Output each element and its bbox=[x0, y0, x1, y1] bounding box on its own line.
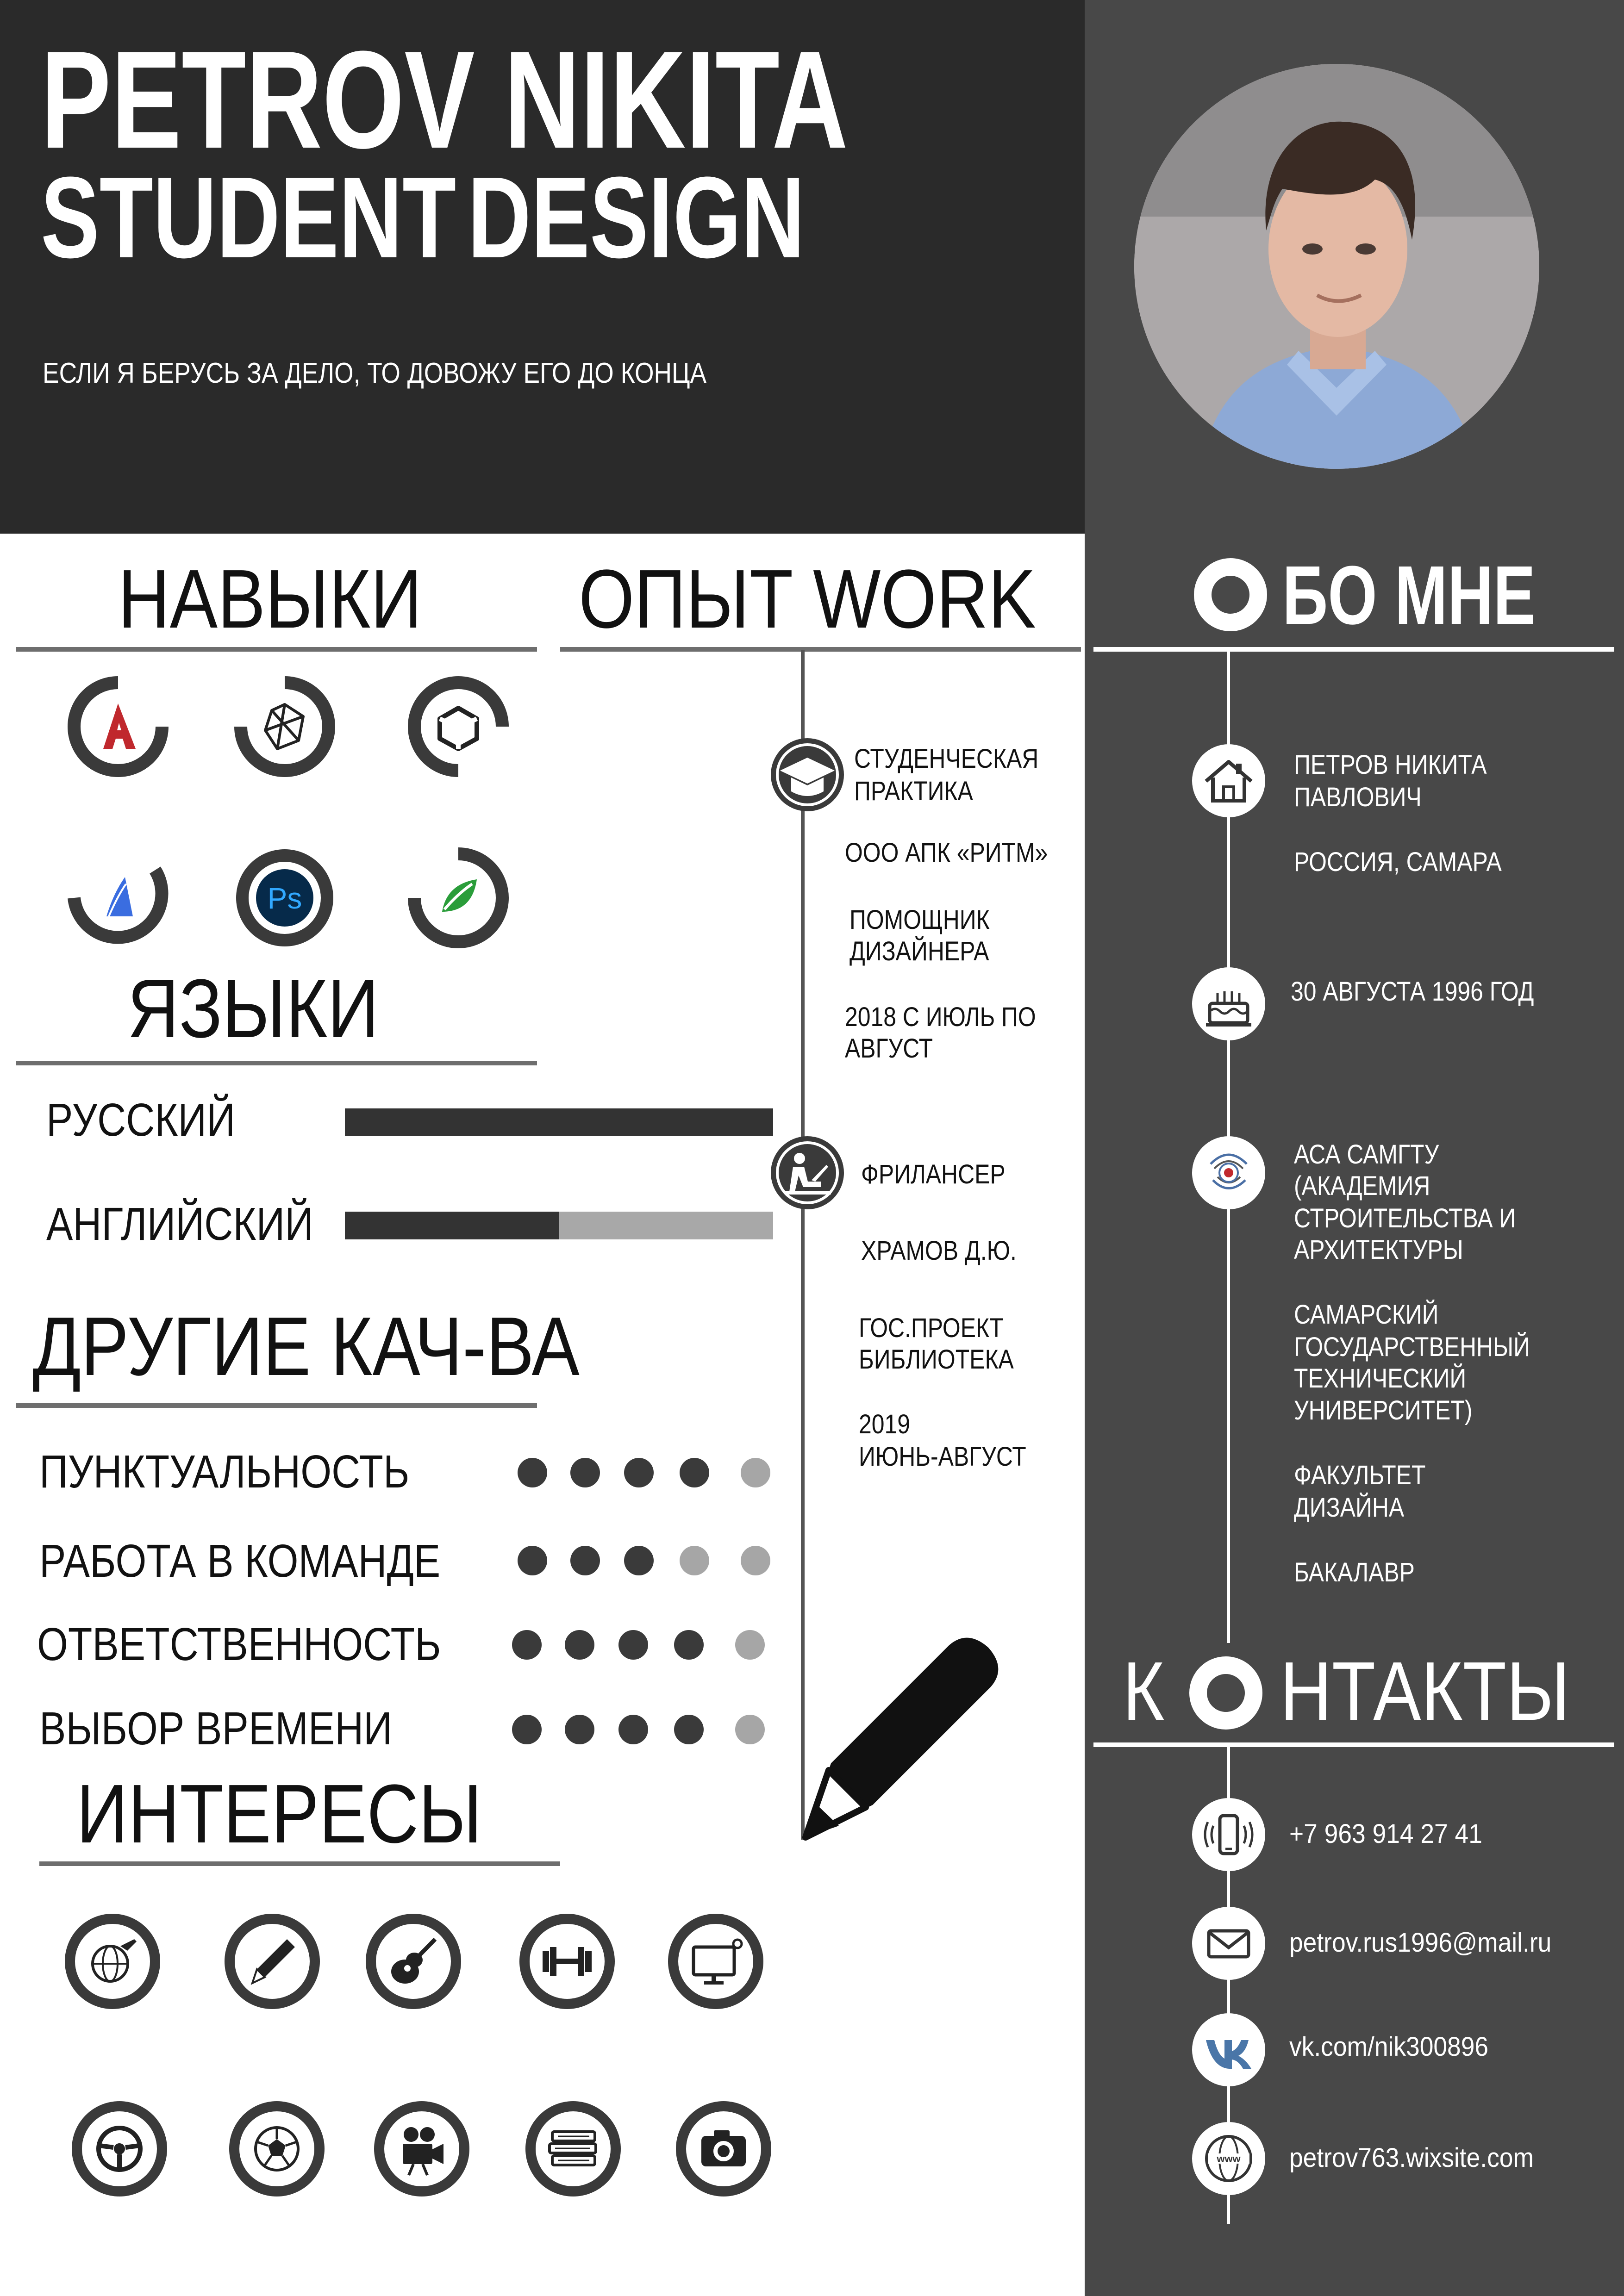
contacts-o-icon bbox=[1189, 1656, 1263, 1730]
qualities-heading: ДРУГИЕ КАЧ-ВА bbox=[32, 1300, 580, 1393]
contact-site[interactable]: petrov763.wixsite.com bbox=[1289, 2143, 1534, 2173]
rating-dot bbox=[680, 1546, 709, 1575]
about-birthday: 30 АВГУСТА 1996 ГОД bbox=[1291, 977, 1534, 1007]
skills-underline bbox=[16, 647, 537, 652]
about-uni-1: САМАРСКИЙ bbox=[1294, 1300, 1439, 1330]
rating-dot bbox=[618, 1630, 648, 1660]
exp2-period-1: 2019 bbox=[859, 1409, 910, 1439]
about-faculty-1: ФАКУЛЬТЕТ bbox=[1294, 1460, 1426, 1490]
languages-heading: ЯЗЫКИ bbox=[127, 962, 379, 1055]
vk-icon bbox=[1192, 2013, 1265, 2086]
rating-dot bbox=[518, 1458, 547, 1487]
exp2-title: ФРИЛАНСЕР bbox=[861, 1159, 1006, 1189]
exp2-role-1: ГОС.ПРОЕКТ bbox=[859, 1313, 1004, 1343]
rating-dot bbox=[518, 1546, 547, 1575]
about-edu-4: АРХИТЕКТУРЫ bbox=[1294, 1235, 1463, 1265]
football-icon bbox=[229, 2101, 325, 2196]
about-location: РОССИЯ, САМАРА bbox=[1294, 847, 1502, 877]
photoshop-icon bbox=[229, 842, 340, 953]
3d-polygon-icon bbox=[229, 671, 340, 782]
about-degree: БАКАЛАВР bbox=[1294, 1557, 1415, 1587]
contact-phone[interactable]: +7 963 914 27 41 bbox=[1289, 1819, 1482, 1849]
sketchup-icon bbox=[403, 842, 514, 953]
quality-label-3: ВЫБОР ВРЕМЕНИ bbox=[39, 1703, 393, 1755]
about-full-name-2: ПАВЛОВИЧ bbox=[1294, 782, 1422, 812]
rating-dot bbox=[674, 1630, 704, 1660]
driving-icon bbox=[72, 2101, 167, 2196]
language-bar-english bbox=[345, 1212, 773, 1239]
exp1-period-1: 2018 С ИЮЛЬ ПО bbox=[845, 1002, 1036, 1032]
rating-dot bbox=[570, 1546, 600, 1575]
about-uni-3: ТЕХНИЧЕСКИЙ bbox=[1294, 1363, 1467, 1394]
about-underline bbox=[1093, 647, 1614, 652]
about-edu-2: (АКАДЕМИЯ bbox=[1294, 1171, 1430, 1201]
exp1-period-2: АВГУСТ bbox=[845, 1033, 933, 1064]
language-fill-english bbox=[345, 1212, 559, 1239]
drawing-icon bbox=[225, 1914, 320, 2009]
header-title-right: DESIGN bbox=[468, 153, 805, 282]
graduation-cap-icon bbox=[771, 738, 844, 811]
about-uni-2: ГОСУДАРСТВЕННЫЙ bbox=[1294, 1332, 1530, 1362]
quality-label-1: РАБОТА В КОМАНДЕ bbox=[39, 1535, 441, 1587]
birthday-cake-icon bbox=[1192, 967, 1265, 1040]
email-icon bbox=[1192, 1907, 1265, 1980]
skills-heading: НАВЫКИ bbox=[118, 553, 422, 646]
rating-dot bbox=[565, 1715, 594, 1744]
rating-dot bbox=[674, 1715, 704, 1744]
experience-underline bbox=[560, 647, 1081, 652]
languages-underline bbox=[16, 1061, 537, 1065]
contacts-heading-k: К bbox=[1123, 1645, 1165, 1738]
about-uni-4: УНИВЕРСИТЕТ) bbox=[1294, 1395, 1473, 1425]
language-bar-russian bbox=[345, 1108, 773, 1136]
rating-dot bbox=[741, 1458, 770, 1487]
person-portrait-icon bbox=[1134, 64, 1539, 469]
about-edu-1: АСА САМГТУ bbox=[1294, 1139, 1439, 1170]
rating-dot bbox=[741, 1546, 770, 1575]
about-o-icon bbox=[1193, 558, 1268, 632]
rating-dot bbox=[512, 1630, 542, 1660]
language-label-english: АНГЛИЙСКИЙ bbox=[46, 1198, 314, 1250]
home-icon bbox=[1192, 744, 1265, 817]
exp1-title-1: СТУДЕНЧЕСКАЯ bbox=[854, 744, 1039, 774]
header-motto: ЕСЛИ Я БЕРУСЬ ЗА ДЕЛО, ТО ДОВОЖУ ЕГО ДО КОНЦА bbox=[43, 357, 707, 389]
rating-dot bbox=[680, 1458, 709, 1487]
exp1-role-1: ПОМОЩНИК bbox=[849, 905, 990, 935]
about-faculty-2: ДИЗАЙНА bbox=[1294, 1493, 1405, 1523]
fitness-icon bbox=[519, 1914, 615, 2009]
about-edu-3: СТРОИТЕЛЬСТВА И bbox=[1294, 1203, 1516, 1233]
contact-vk[interactable]: vk.com/nik300896 bbox=[1289, 2032, 1489, 2062]
svg-text:www: www bbox=[1217, 2153, 1241, 2165]
contacts-underline bbox=[1093, 1742, 1614, 1747]
autocad-icon bbox=[62, 671, 174, 782]
rating-dot bbox=[624, 1546, 654, 1575]
travel-icon bbox=[65, 1914, 160, 2009]
unity-icon bbox=[403, 671, 514, 782]
rating-dot bbox=[624, 1458, 654, 1487]
exp1-company: ООО АПК «РИТМ» bbox=[845, 838, 1048, 868]
svg-text:Ps: Ps bbox=[267, 882, 302, 915]
quality-label-2: ОТВЕТСТВЕННОСТЬ bbox=[37, 1618, 441, 1670]
freelancer-icon bbox=[771, 1136, 844, 1209]
rating-dot bbox=[512, 1715, 542, 1744]
interests-underline bbox=[39, 1861, 560, 1866]
film-camera-icon bbox=[374, 2101, 469, 2196]
about-full-name-1: ПЕТРОВ НИКИТА bbox=[1294, 750, 1487, 780]
exp2-company: ХРАМОВ Д.Ю. bbox=[861, 1236, 1017, 1266]
photo-camera-icon bbox=[676, 2101, 771, 2196]
exp1-title-2: ПРАКТИКА bbox=[854, 776, 973, 806]
guitar-icon bbox=[366, 1914, 461, 2009]
books-icon bbox=[525, 2101, 621, 2196]
globe-www-icon bbox=[1192, 2122, 1265, 2195]
rating-dot bbox=[618, 1715, 648, 1744]
language-label-russian: РУССКИЙ bbox=[46, 1094, 236, 1146]
pencil-icon bbox=[796, 1624, 1014, 1847]
computer-icon bbox=[668, 1914, 763, 2009]
experience-heading: ОПЫТ WORK bbox=[579, 553, 1036, 646]
rating-dot bbox=[570, 1458, 600, 1487]
archicad-icon bbox=[62, 842, 174, 953]
rating-dot bbox=[735, 1715, 765, 1744]
header-name: PETROV NIKITA bbox=[41, 22, 848, 177]
language-fill-russian bbox=[345, 1108, 773, 1136]
about-heading: БО МНЕ bbox=[1282, 549, 1536, 642]
quality-label-0: ПУНКТУАЛЬНОСТЬ bbox=[39, 1446, 410, 1498]
header-title-left: STUDENT bbox=[41, 153, 456, 282]
qualities-underline bbox=[16, 1403, 537, 1408]
exp2-period-2: ИЮНЬ-АВГУСТ bbox=[859, 1442, 1026, 1472]
interests-heading: ИНТЕРЕСЫ bbox=[76, 1767, 482, 1860]
contacts-heading: НТАКТЫ bbox=[1280, 1645, 1570, 1738]
university-logo-icon bbox=[1192, 1136, 1265, 1209]
rating-dot bbox=[735, 1630, 765, 1660]
exp1-role-2: ДИЗАЙНЕРА bbox=[849, 936, 989, 966]
phone-icon bbox=[1192, 1798, 1265, 1871]
contact-email[interactable]: petrov.rus1996@mail.ru bbox=[1289, 1928, 1552, 1958]
exp2-role-2: БИБЛИОТЕКА bbox=[859, 1344, 1014, 1375]
profile-photo bbox=[1134, 64, 1539, 469]
rating-dot bbox=[565, 1630, 594, 1660]
